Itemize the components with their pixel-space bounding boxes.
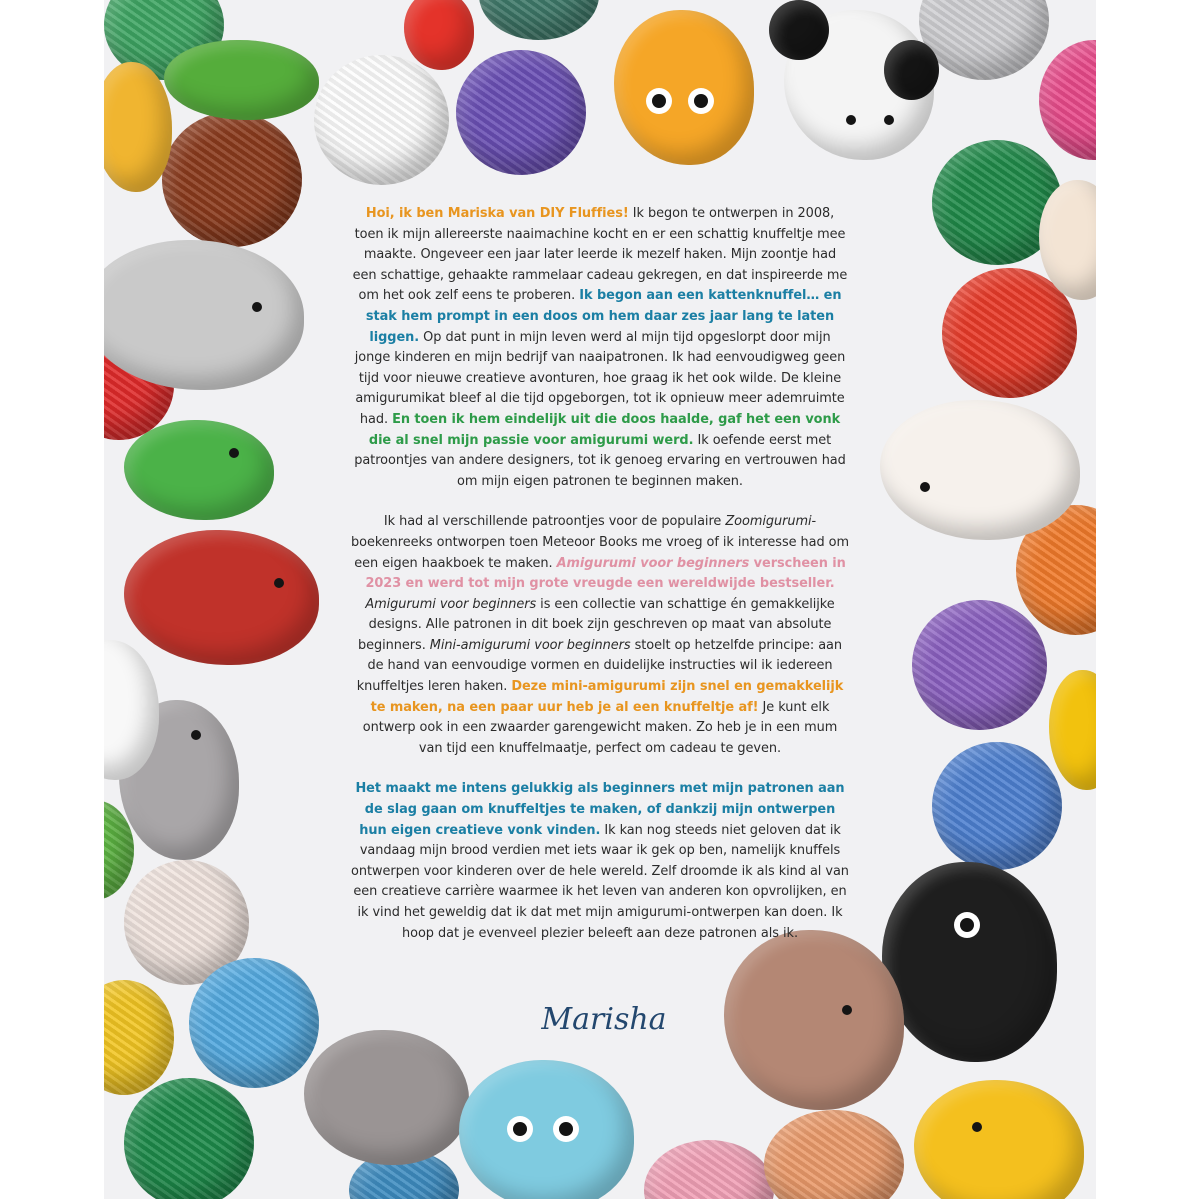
- yarn-ball-purple-right: [912, 600, 1047, 730]
- intro-text: [350, 204, 850, 964]
- intro-paragraph-2: [350, 512, 850, 759]
- text-run: Ik begon te ontwerpen in 2008, toen ik mijn allereerste naaimachine kocht en er een schattig knuffeltje mee maakte. Ongeveer een jaar later leerde ik mezelf haken. Mijn zoontje had een schattige, gehaakte rammelaar cadeau gekregen, en dat inspireerde me om het ook zelf eens te proberen.: [352, 206, 848, 304]
- greeting-highlight: Hoi, ik ben Mariska van DIY Fluffies!: [365, 206, 629, 221]
- mouse-eye: [842, 1005, 852, 1015]
- octopus-eye-left: [646, 88, 672, 114]
- guinea-pig-eye: [920, 482, 930, 492]
- happiness-highlight: Het maakt me intens gelukkig als beginners met mijn patronen aan de slag gaan om knuffeltjes te maken, of dankzij mijn ontwerpen hun eigen creatieve vonk vinden.: [355, 781, 845, 838]
- panda-eye-left: [846, 115, 856, 125]
- guinea-pig-toy: [880, 400, 1080, 540]
- bee-toy: [914, 1080, 1084, 1199]
- snake-toy: [124, 420, 274, 520]
- text-run: is een collectie van schattige én gemakkelijke designs. Alle patronen in dit boek zijn geschreven op maat van absolute beginners.: [357, 596, 835, 653]
- fox-eye: [274, 578, 284, 588]
- panda-eye-right: [884, 115, 894, 125]
- jellyfish-eye-right: [553, 1116, 579, 1142]
- fox-toy: [124, 530, 319, 665]
- turtle-toy: [164, 40, 319, 120]
- jellyfish-eye-left: [507, 1116, 533, 1142]
- text-run: Je kunt elk ontwerp ook in een zwaarder garengewicht maken. Zo heb je in een mum van tijd een knuffelmaatje, perfect om cadeau te geven.: [362, 699, 838, 756]
- octopus-eye-right: [688, 88, 714, 114]
- quick-make-highlight: Deze mini-amigurumi zijn snel en gemakkelijk te maken, na een paar uur heb je al een knuffeltje af!: [370, 679, 844, 715]
- pigeon-eye: [191, 730, 201, 740]
- hippo-toy: [304, 1030, 469, 1165]
- text-run: Ik oefende eerst met patroontjes van andere designers, tot ik genoeg ervaring en vertrouwen had om mijn eigen patronen te beginnen maken.: [354, 432, 846, 489]
- series-title: Zoomigurumi: [725, 514, 812, 530]
- seal-toy: [104, 240, 304, 390]
- yarn-ball-pink-bottom: [644, 1140, 774, 1199]
- bee-eye: [972, 1122, 982, 1132]
- yarn-ball-yellow-left: [104, 980, 174, 1095]
- bestseller-highlight: verscheen in 2023 en werd tot mijn grote vreugde een wereldwijde bestseller.: [365, 555, 846, 592]
- intro-paragraph-3: [350, 779, 850, 944]
- panda-ear-left: [769, 0, 829, 60]
- text-run: Op dat punt in mijn leven werd al mijn tijd opgeslorpt door mijn jonge kinderen en mijn bedrijf van naaipatronen. Ik had eenvoudigweg geen tijd voor nieuwe creatieve avonturen, hoe graag ik het ook wilde. De kleine amigurumikat bleef al die tijd opgeborgen, tot ik opnieuw meer ademruimte had.: [354, 329, 846, 427]
- yarn-ball-pink-top: [1039, 40, 1096, 160]
- book-page: [104, 0, 1096, 1199]
- text-run: stoelt op hetzelfde principe: aan de hand van eenvoudige vormen en duidelijke instructies wil ik iedereen knuffeltjes leren haken.: [356, 637, 843, 695]
- octopus-toy: [614, 10, 754, 165]
- yarn-ball-blue-right: [932, 742, 1062, 870]
- cat-story-highlight: Ik begon aan een kattenknuffel… en stak hem prompt in een doos om hem daar zes jaar lang te laten liggen.: [365, 288, 842, 345]
- seal-eye: [252, 302, 262, 312]
- passion-highlight: En toen ik hem eindelijk uit die doos haalde, gaf het een vonk die al snel mijn passie voor amigurumi werd.: [368, 411, 841, 448]
- jellyfish-toy: [459, 1060, 634, 1199]
- book-title: Amigurumi voor beginners: [365, 596, 537, 612]
- book-title-mini: Mini-amigurumi voor beginners: [429, 637, 631, 653]
- text-run: Ik kan nog steeds niet geloven dat ik vandaag mijn brood verdien met iets waar ik gek op ben, namelijk knuffels ontwerpen voor kinderen over de hele wereld. Zelf droomde ik als kind al van een creatieve carrière waarmee ik het leven van anderen kon opvrolijken, en ik vind het geweldig dat ik dat met mijn amigurumi-ontwerpen kan doen. Ik hoop dat je evenveel plezier beleeft aan deze patronen als ik.: [351, 822, 849, 941]
- text-run: -boekenreeks ontworpen toen Meteoor Books me vroeg of ik interesse had om een eigen haakboek te maken.: [350, 514, 850, 571]
- yarn-ball-brown: [162, 112, 302, 247]
- signature: Marisha: [541, 1002, 667, 1037]
- toucan-toy: [882, 862, 1057, 1062]
- yarn-ball-purple: [456, 50, 586, 175]
- yarn-ball-lightblue: [189, 958, 319, 1088]
- yarn-ball-white: [314, 55, 449, 185]
- yellow-toy-right: [1049, 670, 1096, 790]
- yarn-ball-peach-bottom: [764, 1110, 904, 1199]
- lion-toy: [104, 62, 172, 192]
- book-title-highlight: Amigurumi voor beginners: [556, 555, 750, 571]
- snake-eye: [229, 448, 239, 458]
- text-run: Ik had al verschillende patroontjes voor de populaire: [383, 514, 726, 530]
- yarn-ball-green-bottom: [124, 1078, 254, 1199]
- yarn-ball-teal: [479, 0, 599, 40]
- panda-ear-right: [884, 40, 939, 100]
- intro-paragraph-1: [350, 204, 850, 492]
- toucan-eye: [954, 912, 980, 938]
- red-toy-top: [404, 0, 474, 70]
